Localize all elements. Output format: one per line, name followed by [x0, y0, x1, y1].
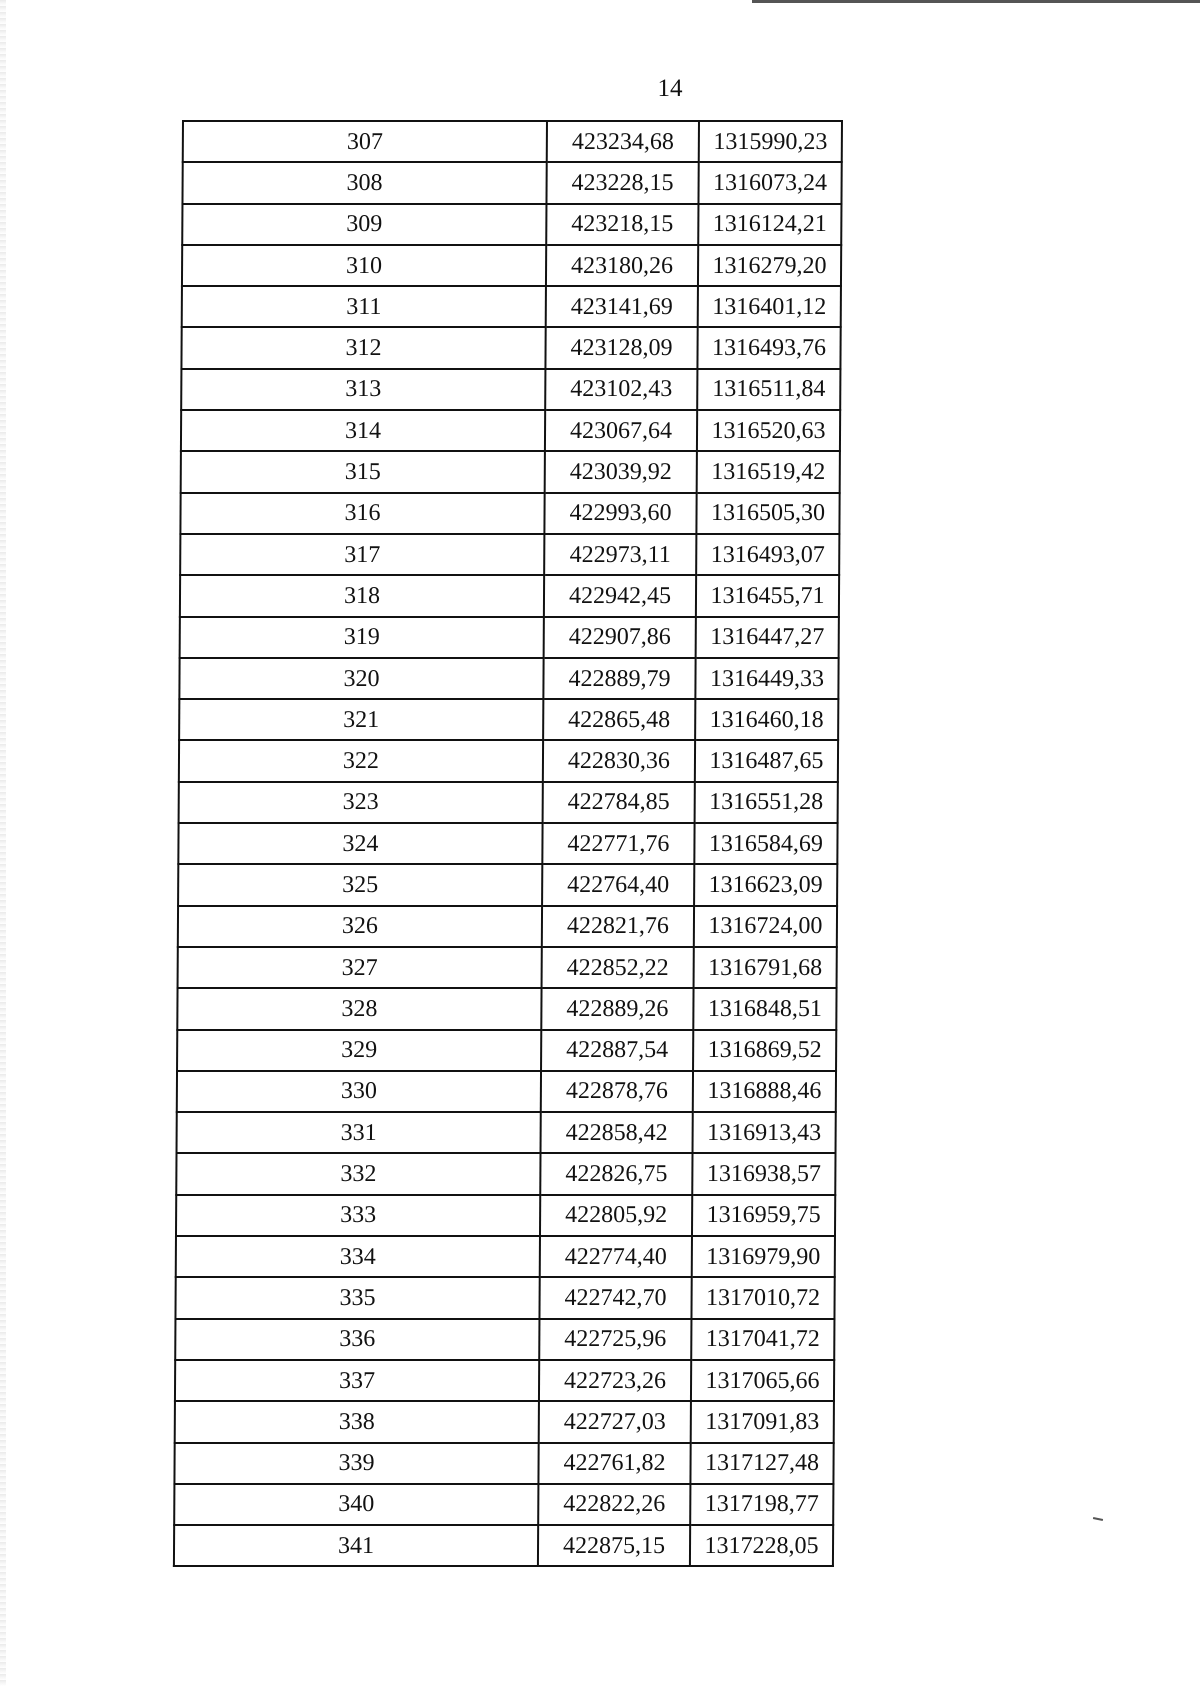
y-coordinate-cell: 1316959,75 [692, 1195, 835, 1236]
table-row [176, 1153, 835, 1194]
table-row [178, 823, 837, 864]
point-number-cell: 312 [181, 327, 545, 368]
point-number-cell: 308 [182, 162, 546, 203]
point-number-cell: 309 [182, 204, 546, 245]
point-number-cell: 327 [178, 947, 542, 988]
point-number-cell: 323 [179, 782, 543, 823]
x-coordinate-cell: 422973,11 [544, 534, 696, 575]
table-row [180, 493, 839, 534]
x-coordinate-cell: 423102,43 [545, 369, 697, 410]
table-row [181, 410, 840, 451]
table-row [174, 1443, 833, 1484]
point-number-cell: 310 [182, 245, 546, 286]
table-row [175, 1360, 834, 1401]
point-number-cell: 311 [182, 286, 546, 327]
point-number-cell: 332 [176, 1153, 540, 1194]
y-coordinate-cell: 1317091,83 [691, 1401, 834, 1442]
point-number-cell: 326 [178, 906, 542, 947]
x-coordinate-cell: 422826,75 [540, 1153, 692, 1194]
table-row [182, 162, 841, 203]
y-coordinate-cell: 1316724,00 [694, 906, 837, 947]
y-coordinate-cell: 1315990,23 [699, 121, 842, 162]
scan-edge [0, 0, 6, 1686]
x-coordinate-cell: 422784,85 [543, 782, 695, 823]
x-coordinate-cell: 422878,76 [541, 1071, 693, 1112]
y-coordinate-cell: 1316401,12 [698, 286, 841, 327]
x-coordinate-cell: 423234,68 [547, 121, 699, 162]
y-coordinate-cell: 1316938,57 [692, 1153, 835, 1194]
table-row [179, 658, 838, 699]
x-coordinate-cell: 422822,26 [538, 1484, 690, 1525]
table-row [175, 1319, 834, 1360]
y-coordinate-cell: 1316460,18 [695, 699, 838, 740]
scan-top-line [752, 0, 1200, 3]
x-coordinate-cell: 423141,69 [546, 286, 698, 327]
x-coordinate-cell: 422852,22 [542, 947, 694, 988]
y-coordinate-cell: 1316520,63 [697, 410, 840, 451]
table-row [181, 369, 840, 410]
y-coordinate-cell: 1316493,07 [696, 534, 839, 575]
table-row [178, 906, 837, 947]
y-coordinate-cell: 1316487,65 [695, 740, 838, 781]
x-coordinate-cell: 422887,54 [541, 1030, 693, 1071]
y-coordinate-cell: 1317127,48 [690, 1443, 833, 1484]
table-row [180, 617, 839, 658]
x-coordinate-cell: 423218,15 [546, 204, 698, 245]
table-row [179, 699, 838, 740]
x-coordinate-cell: 423039,92 [545, 451, 697, 492]
x-coordinate-cell: 422858,42 [541, 1112, 693, 1153]
point-number-cell: 333 [176, 1195, 540, 1236]
table-row [177, 1112, 836, 1153]
y-coordinate-cell: 1316449,33 [695, 658, 838, 699]
x-coordinate-cell: 422725,96 [539, 1319, 691, 1360]
y-coordinate-cell: 1316848,51 [693, 988, 836, 1029]
point-number-cell: 319 [180, 617, 544, 658]
x-coordinate-cell: 422771,76 [542, 823, 694, 864]
table-row [174, 1484, 833, 1525]
y-coordinate-cell: 1316073,24 [698, 162, 841, 203]
x-coordinate-cell: 422742,70 [539, 1277, 691, 1318]
point-number-cell: 340 [174, 1484, 538, 1525]
point-number-cell: 314 [181, 410, 545, 451]
y-coordinate-cell: 1317198,77 [690, 1484, 833, 1525]
point-number-cell: 330 [177, 1071, 541, 1112]
table-row [180, 534, 839, 575]
table-row [176, 1236, 835, 1277]
table-row [177, 1071, 836, 1112]
table-row [181, 451, 840, 492]
x-coordinate-cell: 422889,79 [543, 658, 695, 699]
table-row [174, 1525, 833, 1566]
table-row [179, 740, 838, 781]
table-row [178, 864, 837, 905]
table-row [181, 327, 840, 368]
x-coordinate-cell: 423180,26 [546, 245, 698, 286]
point-number-cell: 334 [176, 1236, 540, 1277]
point-number-cell: 317 [180, 534, 544, 575]
table-row [175, 1277, 834, 1318]
point-number-cell: 316 [180, 493, 544, 534]
y-coordinate-cell: 1316447,27 [696, 617, 839, 658]
y-coordinate-cell: 1317010,72 [691, 1277, 834, 1318]
x-coordinate-cell: 423067,64 [545, 410, 697, 451]
x-coordinate-cell: 422875,15 [538, 1525, 690, 1566]
table-row [179, 782, 838, 823]
y-coordinate-cell: 1316279,20 [698, 245, 841, 286]
y-coordinate-cell: 1316493,76 [697, 327, 840, 368]
y-coordinate-cell: 1317065,66 [691, 1360, 834, 1401]
table-row [178, 947, 837, 988]
point-number-cell: 320 [179, 658, 543, 699]
point-number-cell: 335 [175, 1277, 539, 1318]
y-coordinate-cell: 1316888,46 [693, 1071, 836, 1112]
point-number-cell: 307 [183, 121, 547, 162]
y-coordinate-cell: 1316913,43 [693, 1112, 836, 1153]
x-coordinate-cell: 422907,86 [544, 617, 696, 658]
point-number-cell: 325 [178, 864, 542, 905]
scan-mark [1093, 1517, 1103, 1521]
point-number-cell: 337 [175, 1360, 539, 1401]
coordinates-table-body [174, 121, 842, 1566]
y-coordinate-cell: 1316455,71 [696, 575, 839, 616]
x-coordinate-cell: 422889,26 [541, 988, 693, 1029]
x-coordinate-cell: 422805,92 [540, 1195, 692, 1236]
point-number-cell: 328 [177, 988, 541, 1029]
table-row [177, 1030, 836, 1071]
y-coordinate-cell: 1317228,05 [690, 1525, 833, 1566]
coordinates-table [173, 120, 843, 1567]
x-coordinate-cell: 422764,40 [542, 864, 694, 905]
y-coordinate-cell: 1316791,68 [694, 947, 837, 988]
x-coordinate-cell: 422761,82 [538, 1443, 690, 1484]
point-number-cell: 331 [177, 1112, 541, 1153]
point-number-cell: 341 [174, 1525, 538, 1566]
table-row [183, 121, 842, 162]
y-coordinate-cell: 1316519,42 [697, 451, 840, 492]
x-coordinate-cell: 422993,60 [544, 493, 696, 534]
table-row [182, 204, 841, 245]
point-number-cell: 318 [180, 575, 544, 616]
point-number-cell: 339 [174, 1443, 538, 1484]
x-coordinate-cell: 422774,40 [540, 1236, 692, 1277]
page-number: 14 [657, 75, 683, 102]
point-number-cell: 336 [175, 1319, 539, 1360]
x-coordinate-cell: 423128,09 [545, 327, 697, 368]
point-number-cell: 315 [181, 451, 545, 492]
x-coordinate-cell: 422727,03 [539, 1401, 691, 1442]
y-coordinate-cell: 1316584,69 [694, 823, 837, 864]
point-number-cell: 329 [177, 1030, 541, 1071]
point-number-cell: 321 [179, 699, 543, 740]
y-coordinate-cell: 1316623,09 [694, 864, 837, 905]
point-number-cell: 324 [178, 823, 542, 864]
y-coordinate-cell: 1316869,52 [693, 1030, 836, 1071]
x-coordinate-cell: 422865,48 [543, 699, 695, 740]
x-coordinate-cell: 422830,36 [543, 740, 695, 781]
point-number-cell: 322 [179, 740, 543, 781]
point-number-cell: 313 [181, 369, 545, 410]
x-coordinate-cell: 422942,45 [544, 575, 696, 616]
table-row [180, 575, 839, 616]
y-coordinate-cell: 1316979,90 [692, 1236, 835, 1277]
y-coordinate-cell: 1316551,28 [695, 782, 838, 823]
x-coordinate-cell: 423228,15 [546, 162, 698, 203]
table-row [182, 286, 841, 327]
y-coordinate-cell: 1316511,84 [697, 369, 840, 410]
x-coordinate-cell: 422723,26 [539, 1360, 691, 1401]
y-coordinate-cell: 1317041,72 [691, 1319, 834, 1360]
table-row [177, 988, 836, 1029]
table-row [182, 245, 841, 286]
table-row [175, 1401, 834, 1442]
y-coordinate-cell: 1316124,21 [698, 204, 841, 245]
y-coordinate-cell: 1316505,30 [696, 493, 839, 534]
x-coordinate-cell: 422821,76 [542, 906, 694, 947]
table-row [176, 1195, 835, 1236]
point-number-cell: 338 [175, 1401, 539, 1442]
